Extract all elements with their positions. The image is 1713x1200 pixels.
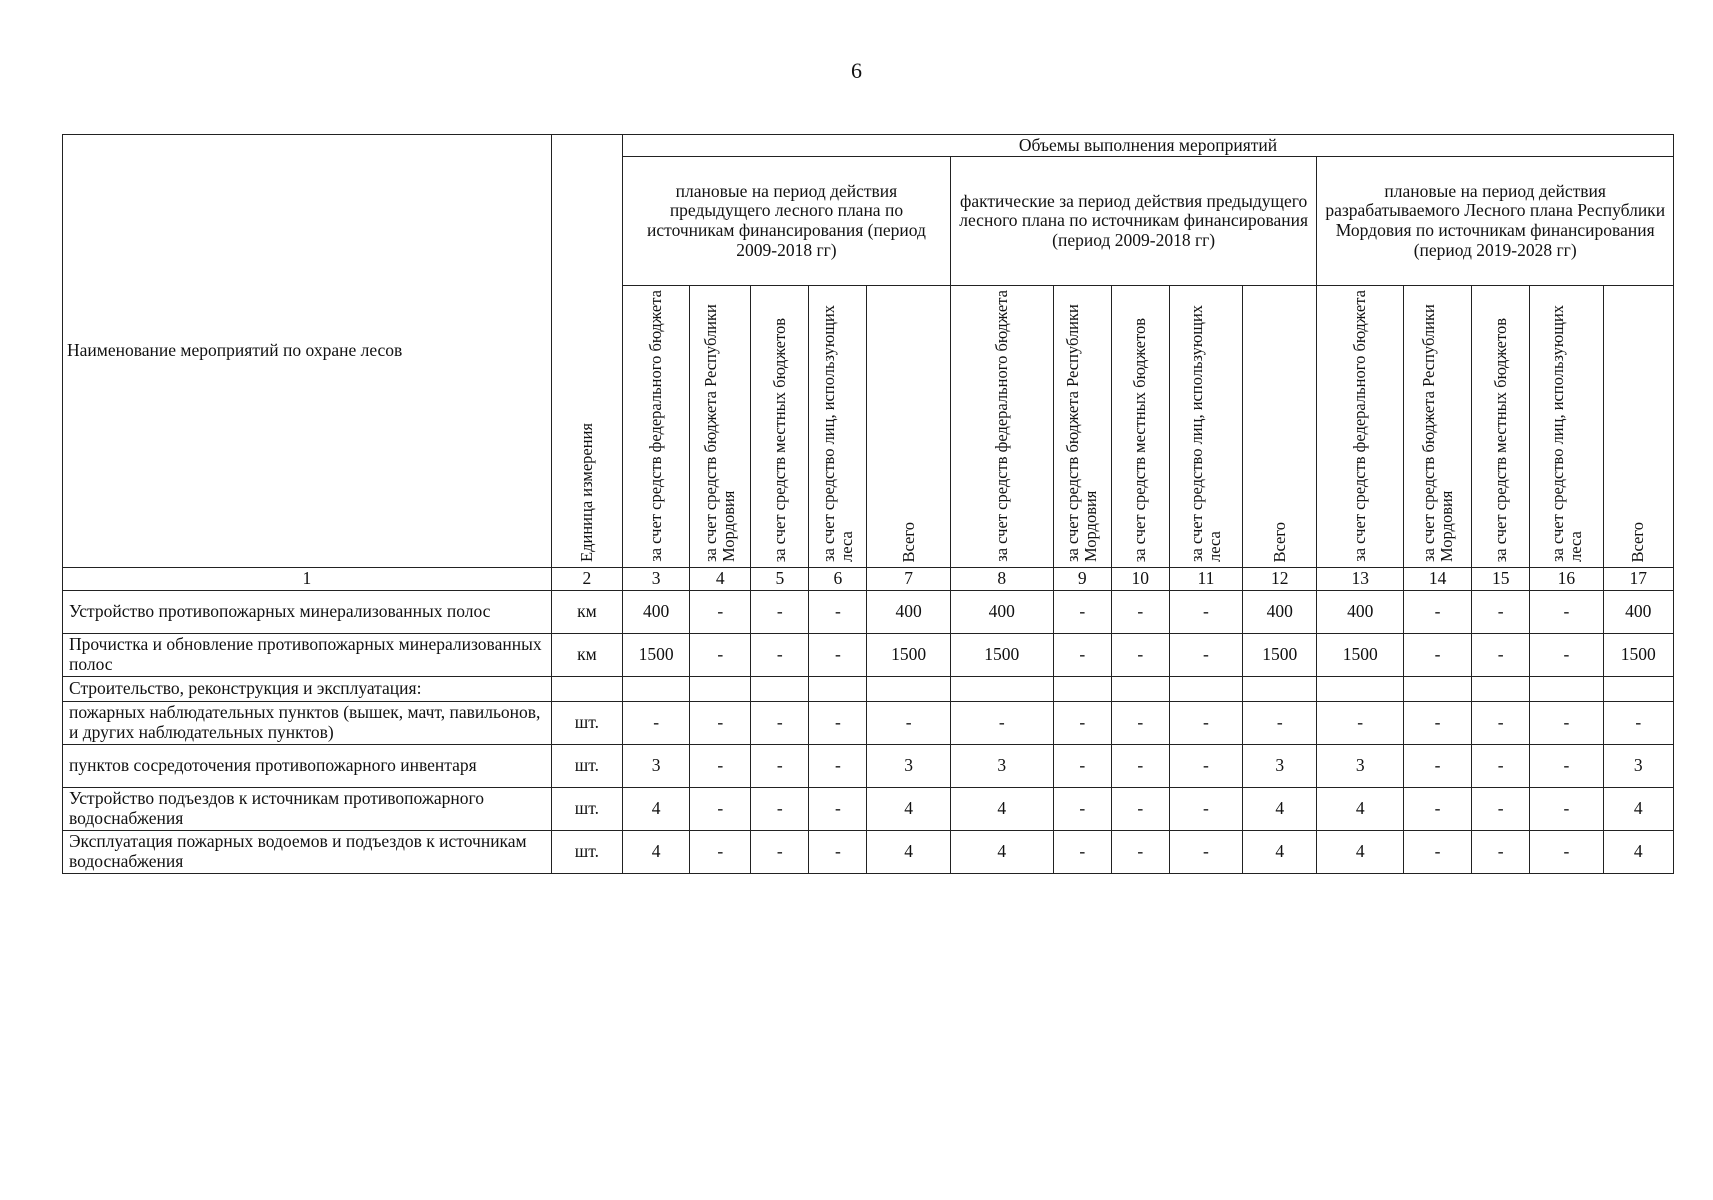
- value-cell: -: [809, 744, 867, 787]
- value-cell: -: [690, 590, 751, 633]
- value-cell: -: [1053, 590, 1111, 633]
- header-subcol-6: за счет средство лиц, использующих леса: [809, 286, 867, 568]
- value-cell: -: [809, 701, 867, 744]
- column-number: 8: [950, 567, 1053, 590]
- value-cell: 3: [867, 744, 950, 787]
- unit-cell: шт.: [551, 744, 622, 787]
- unit-cell: шт.: [551, 830, 622, 873]
- value-cell: [1603, 676, 1673, 701]
- value-cell: [1243, 676, 1317, 701]
- header-subcol-12: Всего: [1243, 286, 1317, 568]
- header-activity-name: Наименование мероприятий по охране лесов: [63, 135, 552, 568]
- unit-cell: км: [551, 590, 622, 633]
- value-cell: -: [1530, 744, 1603, 787]
- header-subcol-3: за счет средств федерального бюджета: [623, 286, 690, 568]
- column-number: 14: [1403, 567, 1471, 590]
- column-number: 9: [1053, 567, 1111, 590]
- column-number: 10: [1111, 567, 1169, 590]
- header-subcol-14: за счет средств бюджета Республики Мордовия: [1403, 286, 1471, 568]
- header-subcol-11: за счет средство лиц, использующих леса: [1169, 286, 1242, 568]
- value-cell: -: [1053, 701, 1111, 744]
- value-cell: 1500: [623, 633, 690, 676]
- value-cell: -: [1530, 787, 1603, 830]
- table-row: [63, 787, 1674, 830]
- page-number: 6: [851, 58, 862, 83]
- forest-protection-table: [62, 134, 1674, 874]
- column-number: 15: [1472, 567, 1530, 590]
- value-cell: -: [1053, 830, 1111, 873]
- value-cell: -: [1111, 701, 1169, 744]
- value-cell: [867, 676, 950, 701]
- value-cell: -: [1603, 701, 1673, 744]
- value-cell: -: [1169, 590, 1242, 633]
- activity-name: Эксплуатация пожарных водоемов и подъездов к источникам водоснабжения: [63, 830, 552, 873]
- value-cell: 1500: [1603, 633, 1673, 676]
- table-row: [63, 590, 1674, 633]
- value-cell: -: [1169, 701, 1242, 744]
- value-cell: 4: [950, 830, 1053, 873]
- header-subcol-15: за счет средств местных бюджетов: [1472, 286, 1530, 568]
- value-cell: -: [1403, 701, 1471, 744]
- table-row: [63, 701, 1674, 744]
- header-subcol-9: за счет средств бюджета Республики Мордовия: [1053, 286, 1111, 568]
- value-cell: -: [1472, 633, 1530, 676]
- value-cell: -: [690, 744, 751, 787]
- value-cell: -: [809, 633, 867, 676]
- value-cell: -: [1530, 590, 1603, 633]
- value-cell: -: [1530, 830, 1603, 873]
- value-cell: [950, 676, 1053, 701]
- value-cell: 3: [950, 744, 1053, 787]
- header-unit: Единица измерения: [551, 135, 622, 568]
- activity-name: пожарных наблюдательных пунктов (вышек, мачт, павильонов, и других наблюдательных пунктов): [63, 701, 552, 744]
- header-subcol-13: за счет средств федерального бюджета: [1317, 286, 1404, 568]
- value-cell: -: [1472, 787, 1530, 830]
- value-cell: -: [1472, 590, 1530, 633]
- value-cell: [1111, 676, 1169, 701]
- value-cell: 4: [623, 787, 690, 830]
- header-subcol-5: за счет средств местных бюджетов: [751, 286, 809, 568]
- value-cell: [1403, 676, 1471, 701]
- value-cell: 400: [950, 590, 1053, 633]
- value-cell: -: [690, 633, 751, 676]
- value-cell: 1500: [950, 633, 1053, 676]
- activity-name: пунктов сосредоточения противопожарного инвентаря: [63, 744, 552, 787]
- value-cell: -: [1472, 830, 1530, 873]
- value-cell: 400: [1243, 590, 1317, 633]
- value-cell: 4: [1243, 787, 1317, 830]
- value-cell: -: [867, 701, 950, 744]
- value-cell: -: [751, 590, 809, 633]
- unit-cell: шт.: [551, 701, 622, 744]
- value-cell: -: [1169, 633, 1242, 676]
- value-cell: -: [751, 744, 809, 787]
- header-subcol-8: за счет средств федерального бюджета: [950, 286, 1053, 568]
- value-cell: -: [751, 701, 809, 744]
- value-cell: -: [1530, 701, 1603, 744]
- value-cell: -: [1472, 701, 1530, 744]
- value-cell: 3: [1317, 744, 1404, 787]
- value-cell: 3: [623, 744, 690, 787]
- value-cell: 400: [867, 590, 950, 633]
- value-cell: 400: [1603, 590, 1673, 633]
- value-cell: [751, 676, 809, 701]
- value-cell: 400: [623, 590, 690, 633]
- value-cell: [623, 676, 690, 701]
- value-cell: -: [1472, 744, 1530, 787]
- value-cell: -: [1403, 590, 1471, 633]
- column-number: 11: [1169, 567, 1242, 590]
- value-cell: [690, 676, 751, 701]
- header-group-planned-previous: плановые на период действия предыдущего лесного плана по источникам финансирования (период 2009-2018 гг): [623, 157, 951, 286]
- column-number: 5: [751, 567, 809, 590]
- header-subcol-16: за счет средство лиц, использующих леса: [1530, 286, 1603, 568]
- value-cell: -: [1053, 787, 1111, 830]
- value-cell: -: [950, 701, 1053, 744]
- value-cell: -: [1169, 744, 1242, 787]
- value-cell: -: [690, 701, 751, 744]
- value-cell: -: [751, 830, 809, 873]
- column-number: 16: [1530, 567, 1603, 590]
- unit-cell: [551, 676, 622, 701]
- value-cell: -: [1169, 787, 1242, 830]
- value-cell: 4: [1603, 787, 1673, 830]
- header-group-actual-previous: фактические за период действия предыдущего лесного плана по источникам финансирования (период 2009-2018 гг): [950, 157, 1317, 286]
- column-number: 7: [867, 567, 950, 590]
- value-cell: [1317, 676, 1404, 701]
- value-cell: -: [1111, 787, 1169, 830]
- value-cell: -: [809, 787, 867, 830]
- value-cell: -: [809, 830, 867, 873]
- value-cell: -: [1403, 744, 1471, 787]
- header-subcol-4: за счет средств бюджета Республики Мордовия: [690, 286, 751, 568]
- column-number: 3: [623, 567, 690, 590]
- unit-cell: шт.: [551, 787, 622, 830]
- header-volumes: Объемы выполнения мероприятий: [623, 135, 1674, 157]
- header-subcol-10: за счет средств местных бюджетов: [1111, 286, 1169, 568]
- value-cell: -: [1111, 744, 1169, 787]
- value-cell: -: [1403, 787, 1471, 830]
- value-cell: -: [1111, 590, 1169, 633]
- activity-name: Устройство подъездов к источникам противопожарного водоснабжения: [63, 787, 552, 830]
- value-cell: 4: [1317, 830, 1404, 873]
- value-cell: 4: [1243, 830, 1317, 873]
- value-cell: 3: [1603, 744, 1673, 787]
- value-cell: 1500: [1243, 633, 1317, 676]
- value-cell: [1472, 676, 1530, 701]
- value-cell: -: [1243, 701, 1317, 744]
- table-row: [63, 633, 1674, 676]
- table-row: [63, 744, 1674, 787]
- column-number: 6: [809, 567, 867, 590]
- value-cell: -: [1403, 633, 1471, 676]
- value-cell: 1500: [1317, 633, 1404, 676]
- unit-cell: км: [551, 633, 622, 676]
- column-number: 2: [551, 567, 622, 590]
- value-cell: -: [1317, 701, 1404, 744]
- value-cell: 4: [1603, 830, 1673, 873]
- value-cell: [1169, 676, 1242, 701]
- value-cell: -: [751, 633, 809, 676]
- header-group-planned-new: плановые на период действия разрабатываемого Лесного плана Республики Мордовия по источникам финансирования (период 2019-2028 гг): [1317, 157, 1674, 286]
- header-subcol-7: Всего: [867, 286, 950, 568]
- header-subcol-17: Всего: [1603, 286, 1673, 568]
- value-cell: 1500: [867, 633, 950, 676]
- value-cell: -: [1053, 633, 1111, 676]
- value-cell: -: [623, 701, 690, 744]
- column-number: 1: [63, 567, 552, 590]
- table-row: [63, 676, 1674, 701]
- value-cell: 4: [950, 787, 1053, 830]
- value-cell: 4: [867, 830, 950, 873]
- value-cell: -: [809, 590, 867, 633]
- column-number: 4: [690, 567, 751, 590]
- value-cell: -: [690, 830, 751, 873]
- value-cell: -: [1053, 744, 1111, 787]
- value-cell: -: [1403, 830, 1471, 873]
- column-number: 12: [1243, 567, 1317, 590]
- column-number: 13: [1317, 567, 1404, 590]
- table-row: [63, 830, 1674, 873]
- activity-name: Строительство, реконструкция и эксплуатация:: [63, 676, 552, 701]
- value-cell: 4: [623, 830, 690, 873]
- value-cell: -: [1111, 830, 1169, 873]
- value-cell: [1530, 676, 1603, 701]
- value-cell: -: [751, 787, 809, 830]
- value-cell: 4: [867, 787, 950, 830]
- value-cell: 400: [1317, 590, 1404, 633]
- value-cell: [1053, 676, 1111, 701]
- value-cell: -: [690, 787, 751, 830]
- value-cell: -: [1111, 633, 1169, 676]
- activity-name: Устройство противопожарных минерализованных полос: [63, 590, 552, 633]
- value-cell: 4: [1317, 787, 1404, 830]
- column-number: 17: [1603, 567, 1673, 590]
- value-cell: -: [1530, 633, 1603, 676]
- value-cell: [809, 676, 867, 701]
- activity-name: Прочистка и обновление противопожарных минерализованных полос: [63, 633, 552, 676]
- value-cell: 3: [1243, 744, 1317, 787]
- value-cell: -: [1169, 830, 1242, 873]
